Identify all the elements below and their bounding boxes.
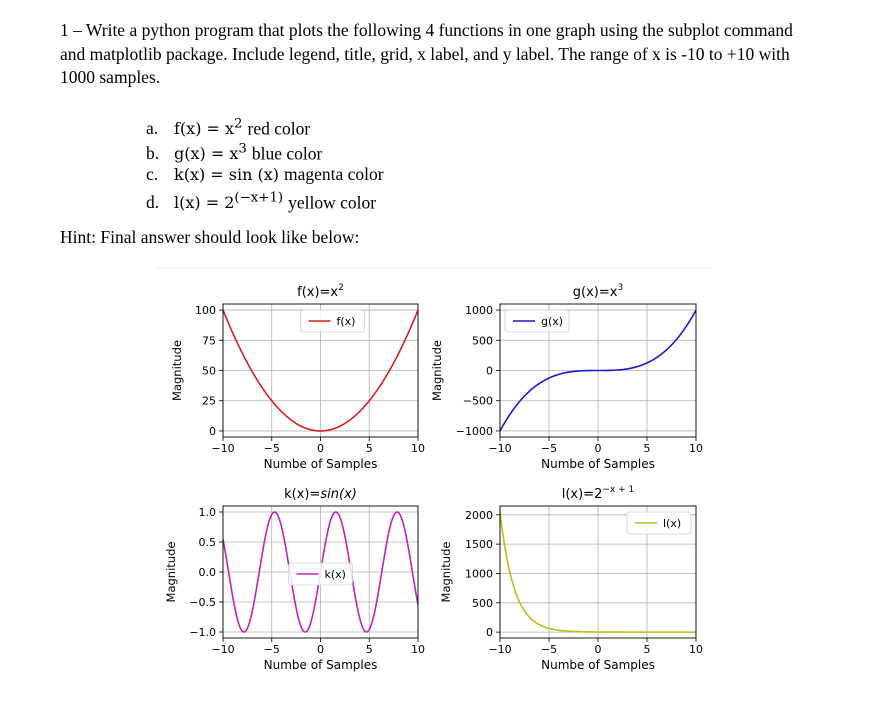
subplot-4 bbox=[439, 485, 703, 672]
y-axis-label: Magnitude bbox=[164, 541, 178, 603]
function-formula: $l(x) = 2^{(-x+1)}$ bbox=[174, 190, 284, 212]
function-formula: k(x) = sin (x) bbox=[174, 165, 280, 184]
x-tick-label: 10 bbox=[689, 643, 703, 656]
x-tick-label: 0 bbox=[594, 643, 602, 656]
x-axis-label: Numbe of Samples bbox=[263, 658, 378, 672]
item-marker: a. bbox=[146, 118, 159, 139]
subplot-3 bbox=[164, 487, 425, 672]
function-formula: $g(x) = x^3$ bbox=[174, 141, 247, 163]
question-text: 1 – Write a python program that plots the following 4 functions in one graph using the subplot command and matplotlib package. Include legend, title, grid, x label, and y label. The range of x is -10 to +10 with 1000 samples. bbox=[60, 20, 793, 87]
item-marker: c. bbox=[146, 164, 159, 184]
x-axis-label: Numbe of Samples bbox=[541, 457, 655, 471]
y-tick-label: 0 bbox=[486, 364, 493, 378]
x-tick-label: −10 bbox=[211, 643, 235, 656]
subplot-title: $f(x)=x^2$ bbox=[297, 283, 344, 300]
y-tick-label: 500 bbox=[472, 596, 493, 610]
y-tick-label: −0.5 bbox=[189, 596, 216, 609]
function-formula: $f(x) = x^2$ bbox=[174, 117, 243, 139]
x-tick-label: 10 bbox=[411, 643, 425, 656]
y-axis-label: Magnitude bbox=[170, 340, 184, 401]
y-tick-label: 25 bbox=[202, 394, 216, 408]
x-tick-label: −10 bbox=[211, 442, 235, 455]
x-axis-label: Numbe of Samples bbox=[263, 457, 378, 471]
y-tick-label: 2000 bbox=[465, 508, 493, 522]
y-tick-label: 1500 bbox=[465, 538, 493, 552]
y-tick-label: 500 bbox=[472, 334, 493, 348]
legend-label: f(x) bbox=[336, 315, 356, 328]
x-axis-label: Numbe of Samples bbox=[541, 658, 655, 672]
item-marker: b. bbox=[146, 142, 160, 163]
x-tick-label: 10 bbox=[689, 442, 703, 455]
legend-label: l(x) bbox=[663, 517, 682, 530]
y-tick-label: 0.5 bbox=[198, 536, 216, 549]
x-tick-label: 5 bbox=[365, 442, 373, 455]
y-tick-label: 100 bbox=[195, 304, 216, 318]
y-tick-label: 0.0 bbox=[198, 566, 216, 579]
x-tick-label: 5 bbox=[365, 643, 373, 656]
x-tick-label: −5 bbox=[540, 643, 558, 656]
subplot-2 bbox=[430, 283, 703, 471]
x-tick-label: 10 bbox=[411, 442, 425, 455]
subplot-title: k(x)=sin(x) bbox=[284, 487, 357, 502]
function-color: red color bbox=[247, 118, 311, 139]
x-tick-label: 5 bbox=[643, 442, 651, 455]
y-tick-label: −500 bbox=[462, 394, 493, 408]
function-color: yellow color bbox=[288, 191, 377, 212]
item-marker: d. bbox=[146, 191, 160, 212]
function-color: blue color bbox=[251, 142, 323, 163]
y-tick-label: 1000 bbox=[465, 304, 493, 318]
legend-label: k(x) bbox=[324, 568, 346, 581]
x-tick-label: −10 bbox=[488, 442, 512, 455]
legend-label: g(x) bbox=[541, 315, 564, 328]
hint-text: Hint: Final answer should look like below: bbox=[60, 227, 360, 247]
x-tick-label: 5 bbox=[643, 643, 651, 656]
x-tick-label: −10 bbox=[488, 643, 512, 656]
y-tick-label: 0 bbox=[486, 626, 493, 640]
y-tick-label: −1000 bbox=[455, 424, 493, 438]
x-tick-label: −5 bbox=[263, 643, 280, 656]
subplot-title: $g(x)=x^3$ bbox=[572, 283, 624, 300]
y-tick-label: 1.0 bbox=[198, 506, 216, 519]
y-tick-label: 0 bbox=[209, 424, 216, 438]
function-color: magenta color bbox=[284, 164, 384, 184]
y-tick-label: 50 bbox=[202, 364, 216, 378]
subplot-title: $l(x)=2^{-x + 1}$ bbox=[561, 485, 635, 502]
x-tick-label: 0 bbox=[594, 442, 602, 455]
y-axis-label: Magnitude bbox=[430, 340, 444, 401]
x-tick-label: 0 bbox=[317, 442, 324, 455]
y-tick-label: 75 bbox=[202, 334, 216, 348]
x-tick-label: 0 bbox=[317, 643, 324, 656]
x-tick-label: −5 bbox=[263, 442, 280, 455]
subplot-1 bbox=[170, 283, 425, 471]
y-tick-label: 1000 bbox=[465, 567, 493, 581]
y-axis-label: Magnitude bbox=[439, 541, 453, 603]
y-tick-label: −1.0 bbox=[189, 626, 216, 639]
x-tick-label: −5 bbox=[540, 442, 558, 455]
